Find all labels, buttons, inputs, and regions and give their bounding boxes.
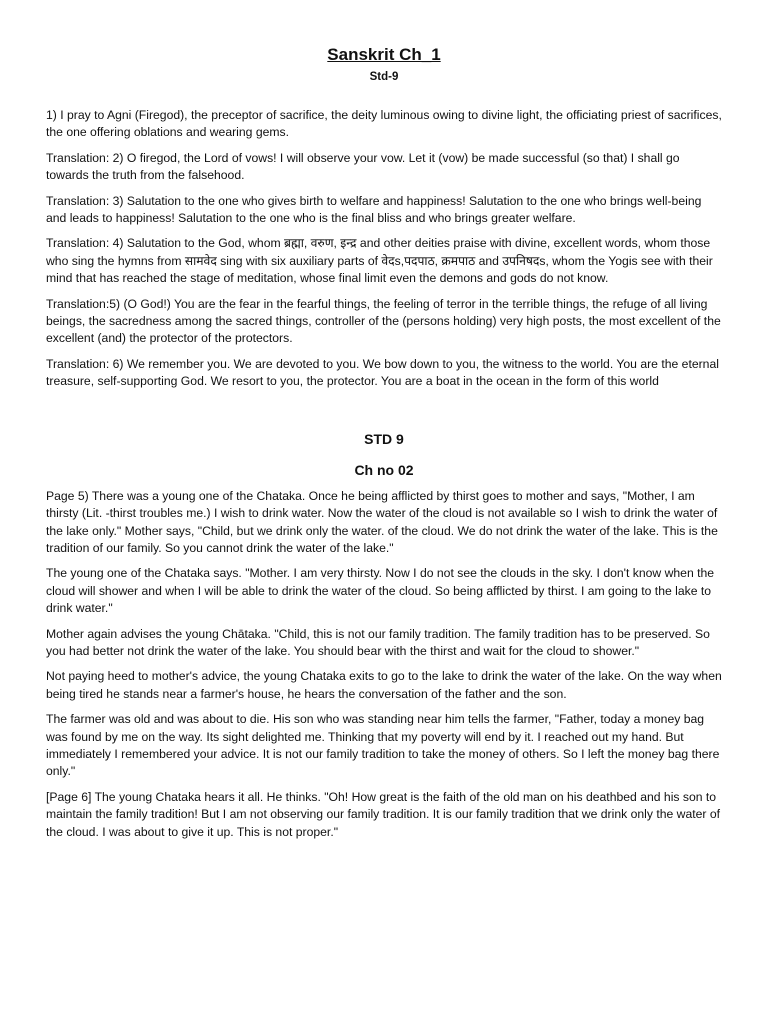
paragraph: Translation: 2) O firegod, the Lord of vows! I will observe your vow. Let it (vow) be made successful (so that) I shall go towards the truth from the falsehood. — [46, 150, 680, 183]
paragraph: [Page 6] The young Chataka hears it all. He thinks. "Oh! How great is the faith of the old man on his deathbed and his son to maintain the family tradition! But I am not observing our family tradition. It is our family tradition that we drink only the water of the cloud. I was about to give it up. This is not proper." — [46, 789, 721, 839]
section-heading: STD 9 — [364, 430, 404, 447]
paragraph: 1) I pray to Agni (Firegod), the preceptor of sacrifice, the deity luminous owing to divine light, the officiating priest of sacrifices, the one offering oblations and wearing gems. — [46, 108, 722, 140]
chapter-heading: Ch no 02 — [354, 461, 414, 478]
chapter-2-heading-block — [46, 429, 722, 480]
document-subtitle: Std-9 — [369, 71, 399, 83]
paragraph: The young one of the Chataka says. "Mother. I am very thirsty. Now I do not see the clouds in the sky. I don't know when the cloud will shower and when I will be able to drink the water of the cloud. So being afflicted by thirst. I am going to the lake to drink water." — [46, 566, 715, 616]
paragraph: Mother again advises the young Chātaka. "Child, this is not our family tradition. The family tradition has to be preserved. So you had better not drink the water of the lake. You should bear with the thirst and wait for the cloud to shower." — [46, 626, 710, 658]
paragraph: Translation:5) (O God!) You are the fear in the fearful things, the feeling of terror in the terrible things, the refuge of all living beings, the sacredness among the sacred things, controller of the (persons holding) very high posts, the most excellent of the excellent (and) the protector of the protectors. — [46, 296, 721, 346]
paragraph: Page 5) There was a young one of the Chataka. Once he being afflicted by thirst goes to mother and says, "Mother, I am thirsty (Lit. -thirst troubles me.) I wish to drink water. Now the water of the cloud is not available so I wish to drink the water of the lake only." Mother says, "Child, but we drink only the water. of the cloud. We do not drink the water of the lake. This is the tradition of our family. So you cannot drink the water of the lake." — [46, 488, 718, 555]
chapter-2-section — [46, 488, 722, 841]
paragraph: The farmer was old and was about to die. His son who was standing near him tells the farmer, "Father, today a money bag was found by me on the way. Its sight delighted me. Thinking that my poverty will end by it. I reached out my hand. But immediately I remembered your advice. It is not our family tradition to take the money of others. So I left the money bag there only." — [46, 712, 720, 779]
paragraph: Translation: 4) Salutation to the God, whom ब्रह्मा, वरुण, इन्द्र and other deities praise with divine, excellent words, whom those who sing the hymns from सामवेद sing with six auxiliary parts of वेदs,पदपाठ, क्रमपाठ and उपनिषदs, whom the Yogis see with their mind that has reached the stage of meditation, whose final limit even the demons and gods do not know. — [46, 236, 713, 286]
paragraph: Translation: 6) We remember you. We are devoted to you. We bow down to you, the witness to the world. You are the eternal treasure, self-supporting God. We resort to you, the protector. You are a boat in the ocean in the form of this world — [46, 356, 719, 389]
chapter-1-section — [46, 107, 722, 391]
paragraph: Not paying heed to mother's advice, the young Chataka exits to go to the lake to drink the water of the lake. On the way when being tired he stands near a farmer's house, he hears the conversation of the father and the son. — [46, 669, 722, 701]
paragraph: Translation: 3) Salutation to the one who gives birth to welfare and happiness! Salutation to the one who brings well-being and leads to happiness! Salutation to the one who is the final bliss and who brings greater welfare. — [46, 193, 702, 226]
document-title: Sanskrit Ch_1 — [327, 45, 441, 64]
